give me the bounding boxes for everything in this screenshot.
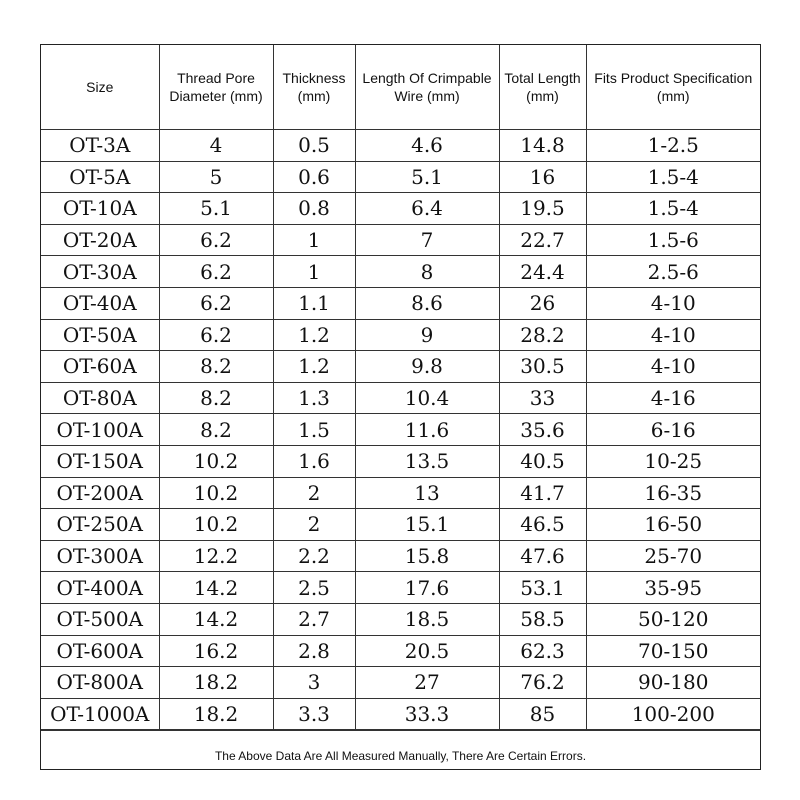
header-thickness: Thickness (mm) xyxy=(273,45,355,130)
cell-fits-product-spec: 100-200 xyxy=(586,698,760,730)
cell-thickness: 0.8 xyxy=(273,193,355,225)
table-row xyxy=(41,540,760,572)
cell-thickness: 2.2 xyxy=(273,540,355,572)
cell-thickness: 2.5 xyxy=(273,572,355,604)
cell-thread-pore-diameter: 10.2 xyxy=(159,509,273,541)
cell-thread-pore-diameter: 6.2 xyxy=(159,287,273,319)
footnote: The Above Data Are All Measured Manually, There Are Certain Errors. xyxy=(41,730,760,769)
cell-total-length: 16 xyxy=(499,161,586,193)
cell-crimpable-wire-length: 4.6 xyxy=(355,130,499,162)
cell-size: OT-60A xyxy=(41,351,159,383)
header-size: Size xyxy=(41,45,159,130)
cell-thread-pore-diameter: 18.2 xyxy=(159,698,273,730)
cell-fits-product-spec: 1.5-4 xyxy=(586,193,760,225)
cell-crimpable-wire-length: 18.5 xyxy=(355,603,499,635)
cell-crimpable-wire-length: 13.5 xyxy=(355,445,499,477)
cell-size: OT-400A xyxy=(41,572,159,604)
header-total-length: Total Length (mm) xyxy=(499,45,586,130)
cell-crimpable-wire-length: 9 xyxy=(355,319,499,351)
cell-size: OT-300A xyxy=(41,540,159,572)
cell-thread-pore-diameter: 10.2 xyxy=(159,477,273,509)
cell-crimpable-wire-length: 15.1 xyxy=(355,509,499,541)
cell-thickness: 1 xyxy=(273,256,355,288)
cell-thread-pore-diameter: 14.2 xyxy=(159,572,273,604)
table-row xyxy=(41,667,760,699)
cell-size: OT-30A xyxy=(41,256,159,288)
cell-thread-pore-diameter: 18.2 xyxy=(159,667,273,699)
cell-thread-pore-diameter: 14.2 xyxy=(159,603,273,635)
table-row xyxy=(41,256,760,288)
cell-thickness: 1.2 xyxy=(273,319,355,351)
table-row xyxy=(41,477,760,509)
table-row xyxy=(41,698,760,730)
cell-crimpable-wire-length: 5.1 xyxy=(355,161,499,193)
cell-fits-product-spec: 2.5-6 xyxy=(586,256,760,288)
table-row xyxy=(41,161,760,193)
cell-size: OT-800A xyxy=(41,667,159,699)
table-row xyxy=(41,193,760,225)
cell-thread-pore-diameter: 5 xyxy=(159,161,273,193)
cell-thread-pore-diameter: 16.2 xyxy=(159,635,273,667)
cell-size: OT-150A xyxy=(41,445,159,477)
cell-thickness: 3 xyxy=(273,667,355,699)
cell-crimpable-wire-length: 10.4 xyxy=(355,382,499,414)
cell-thread-pore-diameter: 4 xyxy=(159,130,273,162)
cell-fits-product-spec: 16-35 xyxy=(586,477,760,509)
cell-size: OT-20A xyxy=(41,224,159,256)
cell-fits-product-spec: 25-70 xyxy=(586,540,760,572)
cell-size: OT-1000A xyxy=(41,698,159,730)
cell-thickness: 2 xyxy=(273,509,355,541)
cell-thickness: 1.5 xyxy=(273,414,355,446)
table-row xyxy=(41,130,760,162)
cell-thread-pore-diameter: 6.2 xyxy=(159,319,273,351)
cell-crimpable-wire-length: 6.4 xyxy=(355,193,499,225)
cell-crimpable-wire-length: 9.8 xyxy=(355,351,499,383)
cell-total-length: 19.5 xyxy=(499,193,586,225)
cell-fits-product-spec: 4-10 xyxy=(586,319,760,351)
cell-fits-product-spec: 35-95 xyxy=(586,572,760,604)
table-row xyxy=(41,572,760,604)
cell-fits-product-spec: 70-150 xyxy=(586,635,760,667)
table-row xyxy=(41,414,760,446)
cell-thread-pore-diameter: 5.1 xyxy=(159,193,273,225)
header-crimpable-wire-length: Length Of Crimpable Wire (mm) xyxy=(355,45,499,130)
cell-thickness: 2 xyxy=(273,477,355,509)
cell-fits-product-spec: 4-10 xyxy=(586,351,760,383)
cell-total-length: 46.5 xyxy=(499,509,586,541)
cell-size: OT-5A xyxy=(41,161,159,193)
table-row xyxy=(41,287,760,319)
cell-thread-pore-diameter: 8.2 xyxy=(159,382,273,414)
cell-total-length: 62.3 xyxy=(499,635,586,667)
table-row xyxy=(41,319,760,351)
cell-total-length: 22.7 xyxy=(499,224,586,256)
cell-size: OT-100A xyxy=(41,414,159,446)
cell-crimpable-wire-length: 17.6 xyxy=(355,572,499,604)
header-row xyxy=(41,45,760,130)
cell-size: OT-3A xyxy=(41,130,159,162)
cell-thread-pore-diameter: 8.2 xyxy=(159,414,273,446)
table-row xyxy=(41,224,760,256)
cell-total-length: 53.1 xyxy=(499,572,586,604)
cell-size: OT-80A xyxy=(41,382,159,414)
spec-table xyxy=(41,45,760,730)
table-row xyxy=(41,351,760,383)
cell-thickness: 0.5 xyxy=(273,130,355,162)
cell-thickness: 2.8 xyxy=(273,635,355,667)
cell-fits-product-spec: 1.5-4 xyxy=(586,161,760,193)
cell-fits-product-spec: 4-10 xyxy=(586,287,760,319)
cell-thickness: 1.1 xyxy=(273,287,355,319)
table-row xyxy=(41,445,760,477)
table-row xyxy=(41,603,760,635)
cell-thread-pore-diameter: 10.2 xyxy=(159,445,273,477)
cell-thickness: 0.6 xyxy=(273,161,355,193)
cell-total-length: 76.2 xyxy=(499,667,586,699)
cell-fits-product-spec: 10-25 xyxy=(586,445,760,477)
cell-thickness: 1.6 xyxy=(273,445,355,477)
cell-crimpable-wire-length: 27 xyxy=(355,667,499,699)
table-row xyxy=(41,635,760,667)
cell-fits-product-spec: 6-16 xyxy=(586,414,760,446)
cell-fits-product-spec: 1.5-6 xyxy=(586,224,760,256)
table-row xyxy=(41,382,760,414)
cell-thread-pore-diameter: 12.2 xyxy=(159,540,273,572)
cell-fits-product-spec: 4-16 xyxy=(586,382,760,414)
cell-total-length: 40.5 xyxy=(499,445,586,477)
cell-size: OT-10A xyxy=(41,193,159,225)
cell-thickness: 1.3 xyxy=(273,382,355,414)
cell-size: OT-200A xyxy=(41,477,159,509)
cell-crimpable-wire-length: 7 xyxy=(355,224,499,256)
cell-total-length: 85 xyxy=(499,698,586,730)
cell-thread-pore-diameter: 6.2 xyxy=(159,224,273,256)
cell-thickness: 2.7 xyxy=(273,603,355,635)
cell-total-length: 58.5 xyxy=(499,603,586,635)
header-fits-product-spec: Fits Product Specification (mm) xyxy=(586,45,760,130)
cell-total-length: 47.6 xyxy=(499,540,586,572)
cell-total-length: 30.5 xyxy=(499,351,586,383)
cell-fits-product-spec: 90-180 xyxy=(586,667,760,699)
cell-crimpable-wire-length: 20.5 xyxy=(355,635,499,667)
cell-fits-product-spec: 50-120 xyxy=(586,603,760,635)
cell-total-length: 35.6 xyxy=(499,414,586,446)
header-thread-pore-diameter: Thread Pore Diameter (mm) xyxy=(159,45,273,130)
cell-size: OT-500A xyxy=(41,603,159,635)
cell-total-length: 24.4 xyxy=(499,256,586,288)
cell-fits-product-spec: 1-2.5 xyxy=(586,130,760,162)
cell-crimpable-wire-length: 11.6 xyxy=(355,414,499,446)
cell-thread-pore-diameter: 8.2 xyxy=(159,351,273,383)
cell-total-length: 14.8 xyxy=(499,130,586,162)
cell-crimpable-wire-length: 33.3 xyxy=(355,698,499,730)
cell-thickness: 3.3 xyxy=(273,698,355,730)
cell-thickness: 1.2 xyxy=(273,351,355,383)
cell-thickness: 1 xyxy=(273,224,355,256)
cell-total-length: 28.2 xyxy=(499,319,586,351)
cell-size: OT-600A xyxy=(41,635,159,667)
cell-fits-product-spec: 16-50 xyxy=(586,509,760,541)
table-body xyxy=(41,130,760,730)
spec-table-container xyxy=(40,44,761,770)
cell-total-length: 26 xyxy=(499,287,586,319)
cell-size: OT-50A xyxy=(41,319,159,351)
cell-total-length: 41.7 xyxy=(499,477,586,509)
cell-crimpable-wire-length: 8.6 xyxy=(355,287,499,319)
cell-size: OT-40A xyxy=(41,287,159,319)
table-row xyxy=(41,509,760,541)
cell-size: OT-250A xyxy=(41,509,159,541)
cell-crimpable-wire-length: 8 xyxy=(355,256,499,288)
cell-crimpable-wire-length: 15.8 xyxy=(355,540,499,572)
cell-crimpable-wire-length: 13 xyxy=(355,477,499,509)
cell-thread-pore-diameter: 6.2 xyxy=(159,256,273,288)
cell-total-length: 33 xyxy=(499,382,586,414)
